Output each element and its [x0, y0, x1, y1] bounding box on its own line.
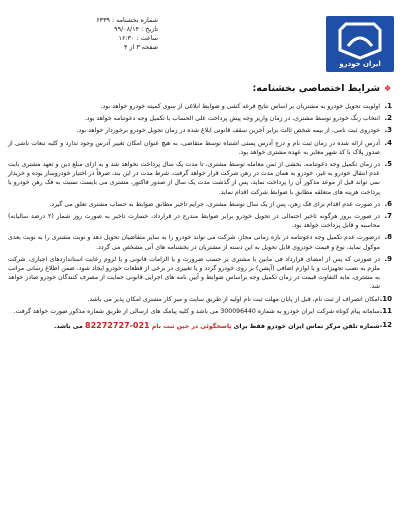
circular-date: تاریخ : ۹۹/۰۸/۱۴ [114, 25, 158, 33]
item-number: 4. [384, 138, 392, 147]
item-text: انتخاب رنگ خودرو توسط مشتری، در زمان واریز وجه پیش پرداخت علی الحساب با تکمیل وجه دعوتنامه خواهد بود. [84, 115, 380, 123]
list-item [8, 255, 392, 292]
circular-time: ساعت : ۱۶:۳۰ [118, 34, 158, 42]
item-number: 5. [384, 160, 392, 169]
contact-item [8, 321, 392, 331]
item-number: 8. [384, 233, 392, 242]
contact-highlight: پاسخگوئی در حین ثبت نام [151, 323, 232, 331]
contact-text [8, 321, 380, 331]
list-item [8, 139, 392, 157]
item-text: خودروی ثبت نامی، از بیمه شخص ثالث برابر آخرین سقف قانونی ابلاغ شده در زمان تحویل خودرو برخوردار خواهد بود. [76, 127, 380, 135]
contact-text-after: می باشد. [53, 323, 83, 331]
item-text: در زمان تکمیل وجه دعوتنامه، بخشی از ثمن معامله توسط مشتری، تا مدت یک سال پرداخت نخواهد شد و به ازای مبلغ دین و تعهد مشتری بابت عدم انتقال خودرو به غیر، خودرو به همان مدت در رهن شرکت قرار خواهد گرفت. شرط مدت در این بند، صرفاً در اختیار خودروساز بوده و خریدار نمی تواند قبل از موعد مذکور آن را پرداخت نماید، پس از گذشت مدت یک سال از صدور فاکتور، مشتری می بایست نسبت به فک رهن خودرو با پرداخت هزینه های متعلقه مطابق با ضوابط شرکت اقدام نماید. [8, 161, 380, 196]
list-item [8, 295, 392, 304]
item-text: آدرس ارائه شده در زمان ثبت نام و درج آدرس پستی اشتباه توسط متقاضی، به هیچ عنوان امکان تغییر آدرس وجود ندارد و کلیه تبعات ناشی از صدور پلاک با کد شهر مغایر به عهده مشتری خواهد بود. [8, 139, 380, 156]
item-number: 3. [384, 126, 392, 135]
circular-meta [8, 16, 158, 52]
item-number: 9. [384, 254, 392, 263]
diamond-bullet-icon: ❖ [384, 84, 392, 93]
item-number: 11. [379, 306, 392, 315]
item-number: 1. [384, 102, 392, 110]
contact-text-before: شماره تلفن مرکز تماس ایران خودرو فقط برای [233, 323, 380, 331]
page-number: صفحه ۳ از ۴ [123, 43, 158, 51]
list-item [8, 212, 392, 230]
item-text: در صورت بروز هرگونه تاخیر احتمالی در تحویل خودرو برابر ضوابط مندرج در قرارداد، خسارت تاخیر به صورت روز شمار (۲ درصد سالیانه) محاسبه و قابل پرداخت خواهد بود. [8, 213, 380, 230]
item-text: امکان انصراف از ثبت نام، قبل از پایان مهلت ثبت نام اولیه از طریق سایت و میز کار مشتری امکان پذیر می باشد. [87, 295, 380, 303]
item-text: در صورتی که پس از امضای قرارداد فی مابین با مشتری بر حسب ضرورت و یا الزامات قانونی و یا لزوم رعایت استانداردهای اجباری، شرکت ملزم به نصب تجهیزات و یا لوازم اضافی (آپشن) بر روی خودرو گردد و یا تغییری در برخی از قطعات خودرو ایجاد شود، ضمن اطلاع رسانی مراتب به مشتری، مابه التفاوت قیمت در زمان تکمیل وجه براساس ضوابط و آیین نامه های اجرایی قانونی حمایت از مصرف کنندگان خودرو صادر خواهد شد. [8, 255, 380, 291]
item-number: 10. [379, 294, 392, 303]
item-number: 12. [379, 321, 392, 330]
list-item [8, 233, 392, 251]
item-number: 7. [384, 212, 392, 221]
item-text: سامانه پیام کوتاه شرکت ایران خودرو به شماره 300096440 می باشد و کلیه پیامک های ارسالی از طریق شماره مذکور صورت خواهد گرفت. [13, 307, 380, 315]
section-title: شرایط اختصاصی بخشنامه: [252, 83, 380, 94]
item-text: درصورت عدم تکمیل وجه دعوتنامه در بازه زمانی مجاز، شرکت می تواند خودرو را به سایر متقاضیان تحویل دهد و نوبت مشتری را به نوبت بعدی موکول نماید، نوع و قیمت خودروی قابل تحویل به این دسته از مشتریان در بخشنامه های آتی مشخص می گردد. [8, 234, 380, 251]
item-text: در صورت عدم اقدام برای فک رهن، پس از یک سال توسط مشتری، جرایم تاخیر مطابق ضوابط به حساب مشتری تعلق می گیرد. [49, 200, 380, 208]
list-item [8, 126, 392, 135]
company-logo [326, 16, 394, 72]
list-item [8, 307, 392, 316]
phone-number: 021-82272727 [85, 321, 150, 331]
list-item [8, 114, 392, 123]
logo-text: ایران خودرو [339, 60, 381, 68]
item-text: اولویت تحویل خودرو به مشتریان بر اساس نتایج قرعه کشی و ضوابط ابلاغی از سوی کمیته خودرو خواهد بود. [100, 103, 380, 110]
list-item [8, 160, 392, 197]
list-item [8, 200, 392, 209]
item-number: 6. [384, 199, 392, 208]
list-item [8, 102, 392, 111]
item-number: 2. [384, 114, 392, 123]
circular-number: شماره بخشنامه : ۶۳۳۹ [96, 16, 158, 24]
terms-list [8, 102, 392, 334]
